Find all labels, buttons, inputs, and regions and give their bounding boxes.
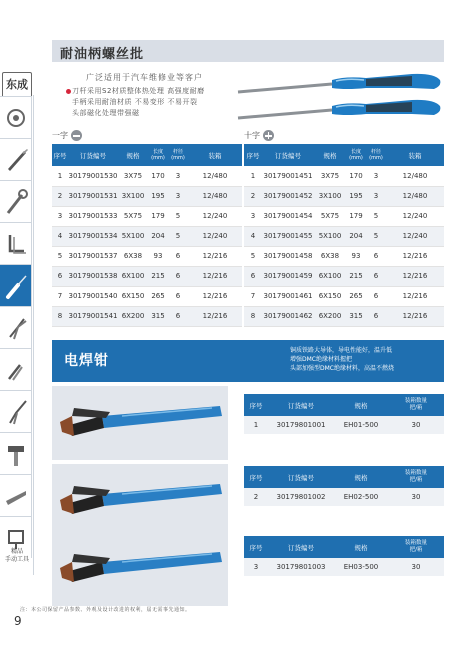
cell-pack: 12/216 [188,306,242,326]
footnote: 注：本公司保留产品参数、外观及设计改进的权利，届无需事先通知。 [20,607,191,613]
cell-length: 204 [148,226,168,246]
table-header-row [244,466,444,488]
cell-spec: 6X200 [314,306,346,326]
phillips-label [244,130,274,141]
table-row [244,416,444,434]
table-header-row [244,144,444,166]
cell-no: 3 [244,558,268,576]
table-header-row [52,144,242,166]
phillips-tip-icon [263,130,274,141]
table-row [244,226,444,246]
table-row [52,266,242,286]
cell-pack: 12/216 [386,286,444,306]
cell-spec: 3X100 [314,186,346,206]
slotted-label [52,130,82,141]
col-header-code: 订货编号 [268,394,334,416]
cell-pack: 12/240 [386,206,444,226]
cell-code: 30179001533 [68,206,118,226]
cell-pack: 12/216 [188,266,242,286]
cell-code: 30179801001 [268,416,334,434]
sidebar [0,0,34,646]
cell-no: 1 [52,166,68,186]
table-row [52,206,242,226]
cell-qty: 30 [388,488,444,506]
col-header-code: 订货编号 [262,144,314,166]
col-header-pack: 装箱 [188,144,242,166]
col-header-qty [388,466,444,488]
col-header-no: 序号 [244,394,268,416]
col-header-no: 序号 [52,144,68,166]
table-row [244,286,444,306]
feature-line: 手柄采用耐油材质 不易变形 不易开裂 [72,98,198,106]
table-row [244,166,444,186]
hex-key-icon [0,223,32,265]
cell-shaft: 5 [168,226,188,246]
long-nose-pliers-icon [0,391,32,433]
cell-spec: 3X100 [118,186,148,206]
tape-measure-icon [0,97,32,139]
sidebar-item-knife[interactable] [0,138,32,180]
cell-pack: 12/480 [386,166,444,186]
cell-shaft: 5 [366,206,386,226]
table-row [244,488,444,506]
screwdriver-subtitle: 广泛适用于汽车维修业等客户 [86,73,203,82]
cell-code: 30179001454 [262,206,314,226]
col-header-no: 序号 [244,466,268,488]
table-row [244,206,444,226]
cell-pack: 12/216 [386,306,444,326]
cell-code: 30179001462 [262,306,314,326]
cell-code: 30179001461 [262,286,314,306]
sidebar-item-wrench[interactable] [0,180,32,222]
holder-table-3 [244,536,444,576]
table-row [244,558,444,576]
holder-desc-line: 头部加强型DMC绝缘材料，高温不燃烧 [290,365,394,372]
cell-length: 215 [346,266,366,286]
cell-code: 30179001530 [68,166,118,186]
cell-qty: 30 [388,558,444,576]
sidebar-bottom-label [2,548,32,564]
cell-shaft: 5 [168,206,188,226]
cell-spec: 5X75 [118,206,148,226]
cell-spec: 6X200 [118,306,148,326]
cell-code: 30179001538 [68,266,118,286]
col-header-spec: 规格 [118,144,148,166]
electrode-holder-illustration [52,532,228,606]
screwdriver-section-header [52,40,444,62]
col-header-spec: 规格 [334,466,388,488]
cell-shaft: 3 [168,166,188,186]
cell-code: 30179001541 [68,306,118,326]
col-header-length [346,144,366,166]
cell-code: 30179001458 [262,246,314,266]
sidebar-item-cutters[interactable] [0,348,32,390]
utility-knife-icon [0,139,32,181]
cell-code: 30179001451 [262,166,314,186]
screwdriver-slotted-illustration [238,74,440,92]
cell-spec: 6X38 [314,246,346,266]
cell-length: 93 [148,246,168,266]
holder-title: 电焊钳 [64,353,109,369]
col-header-shaft [366,144,386,166]
cell-length: 195 [148,186,168,206]
col-header-no: 序号 [244,144,262,166]
cell-spec: 3X75 [314,166,346,186]
col-header-length [148,144,168,166]
col-header-code: 订货编号 [268,466,334,488]
table-row [52,286,242,306]
holder-table-2 [244,466,444,506]
cutters-icon [0,349,32,391]
cell-pack: 12/480 [188,166,242,186]
col-header-shaft-label: 杆径 [172,149,183,155]
sidebar-item-longnose[interactable] [0,390,32,432]
col-header-qty-label: 装箱数量 [404,540,427,546]
phillips-spec-table [244,144,444,327]
cell-length: 170 [148,166,168,186]
cell-code: 30179001459 [262,266,314,286]
cell-code: 30179001531 [68,186,118,206]
cell-length: 315 [346,306,366,326]
table-row [52,306,242,326]
col-header-spec: 规格 [314,144,346,166]
col-header-length-label: 长度 [152,149,163,155]
cell-no: 7 [244,286,262,306]
cell-spec: EH02-500 [334,488,388,506]
col-header-length-label: 长度 [350,149,361,155]
cell-shaft: 5 [366,226,386,246]
cell-shaft: 6 [168,306,188,326]
saw-icon [0,475,32,517]
col-header-qty-unit: 把/箱 [409,405,423,411]
holder-description [290,346,440,373]
holder-desc-line: 增强DMC绝缘材料握把 [290,356,352,363]
cell-shaft: 3 [366,166,386,186]
col-header-pack: 装箱 [386,144,444,166]
cell-no: 1 [244,166,262,186]
cell-pack: 12/216 [188,286,242,306]
bullet-marker [66,89,71,94]
table-row [244,246,444,266]
col-header-qty-label: 装箱数量 [404,470,427,476]
cell-length: 265 [346,286,366,306]
col-header-length-unit: (mm) [349,155,363,161]
sidebar-item-tape[interactable] [0,96,32,138]
holder-image-2 [52,464,228,538]
cell-shaft: 6 [168,286,188,306]
col-header-code: 订货编号 [68,144,118,166]
cell-spec: 6X150 [118,286,148,306]
pliers-icon [0,307,32,349]
cell-spec: 6X38 [118,246,148,266]
cell-no: 2 [244,186,262,206]
screwdriver-title: 耐油柄螺丝批 [60,47,145,62]
cell-no: 4 [52,226,68,246]
electrode-holder-illustration [52,386,228,460]
cell-no: 4 [244,226,262,246]
cell-shaft: 6 [366,306,386,326]
slotted-tip-icon [71,130,82,141]
page-number: 9 [14,614,22,628]
holder-table-1 [244,394,444,434]
cell-shaft: 6 [168,246,188,266]
col-header-qty-unit: 把/箱 [409,547,423,553]
cell-length: 315 [148,306,168,326]
cell-no: 2 [52,186,68,206]
slotted-table-body [52,166,242,326]
holder-image-1 [52,386,228,460]
cell-no: 8 [244,306,262,326]
cell-pack: 12/240 [188,226,242,246]
cell-spec: 5X100 [118,226,148,246]
col-header-qty [388,536,444,558]
screwdriver-icon [0,265,32,307]
cell-spec: 6X100 [118,266,148,286]
sidebar-label-line2: 手动工具 [4,556,29,563]
cell-shaft: 6 [366,266,386,286]
cell-pack: 12/216 [386,266,444,286]
slotted-spec-table [52,144,242,327]
cell-no: 1 [244,416,268,434]
cell-code: 30179801002 [268,488,334,506]
col-header-spec: 规格 [334,394,388,416]
cell-shaft: 3 [168,186,188,206]
cell-code: 30179001455 [262,226,314,246]
col-header-spec: 规格 [334,536,388,558]
col-header-length-unit: (mm) [151,155,165,161]
phillips-table-body [244,166,444,326]
cell-shaft: 6 [366,286,386,306]
table-row [52,166,242,186]
screwdriver-features [72,86,232,119]
cell-code: 30179001537 [68,246,118,266]
cell-spec: 6X100 [314,266,346,286]
holder-section-header [52,340,444,382]
cell-length: 179 [346,206,366,226]
cell-no: 6 [244,266,262,286]
table-row [244,306,444,326]
feature-line: 头部磁化处理带强磁 [72,109,140,117]
cell-no: 3 [52,206,68,226]
cell-pack: 12/240 [386,226,444,246]
cell-pack: 12/216 [386,246,444,266]
col-header-code: 订货编号 [268,536,334,558]
cell-spec: 5X100 [314,226,346,246]
cell-code: 30179001452 [262,186,314,206]
holder-desc-line: 铜质铁路大导体，导电性能好，温升低 [290,347,393,354]
cell-shaft: 3 [366,186,386,206]
cell-pack: 12/216 [188,246,242,266]
sidebar-divider [33,95,34,575]
hammer-icon [0,433,32,475]
slotted-label-text: 一字 [52,131,68,140]
wrench-icon [0,181,32,223]
table-header-row [244,394,444,416]
col-header-shaft-unit: (mm) [369,155,383,161]
table-row [244,266,444,286]
cell-no: 2 [244,488,268,506]
cell-no: 6 [52,266,68,286]
cell-no: 8 [52,306,68,326]
col-header-qty-label: 装箱数量 [404,398,427,404]
table-header-row [244,536,444,558]
col-header-no: 序号 [244,536,268,558]
cell-spec: 5X75 [314,206,346,226]
sidebar-item-hexkey[interactable] [0,222,32,264]
table-row [52,226,242,246]
cell-code: 30179001540 [68,286,118,306]
cell-no: 5 [244,246,262,266]
col-header-qty-unit: 把/箱 [409,477,423,483]
cell-code: 30179001534 [68,226,118,246]
cell-spec: 6X150 [314,286,346,306]
cell-no: 3 [244,206,262,226]
cell-spec: EH03-500 [334,558,388,576]
cell-code: 30179801003 [268,558,334,576]
sidebar-item-saw[interactable] [0,474,32,516]
electrode-holder-illustration [52,464,228,538]
col-header-shaft-label: 杆径 [370,149,381,155]
col-header-qty [388,394,444,416]
holder-image-3 [52,532,228,606]
screwdriver-phillips-illustration [238,100,440,118]
phillips-label-text: 十字 [244,131,260,140]
cell-shaft: 6 [168,266,188,286]
table-row [52,186,242,206]
cell-pack: 12/240 [188,206,242,226]
cell-no: 5 [52,246,68,266]
sidebar-item-pliers[interactable] [0,306,32,348]
table-row [244,186,444,206]
cell-spec: EH01-500 [334,416,388,434]
cell-length: 170 [346,166,366,186]
cell-pack: 12/480 [188,186,242,206]
cell-qty: 30 [388,416,444,434]
cell-no: 7 [52,286,68,306]
brand-logo: 东成 [2,72,32,98]
col-header-shaft [168,144,188,166]
col-header-shaft-unit: (mm) [171,155,185,161]
cell-spec: 3X75 [118,166,148,186]
cell-shaft: 6 [366,246,386,266]
table-row [52,246,242,266]
cell-length: 204 [346,226,366,246]
sidebar-label-line1: 精品 [10,548,23,555]
cell-length: 215 [148,266,168,286]
cell-length: 195 [346,186,366,206]
screwdriver-product-image [236,62,446,126]
feature-line: 刀杆采用S2材质整体热处理 高强度耐磨 [72,87,205,95]
cell-length: 93 [346,246,366,266]
sidebar-item-hammer[interactable] [0,432,32,474]
cell-length: 265 [148,286,168,306]
sidebar-item-screwdriver[interactable] [0,264,32,306]
cell-pack: 12/480 [386,186,444,206]
cell-length: 179 [148,206,168,226]
